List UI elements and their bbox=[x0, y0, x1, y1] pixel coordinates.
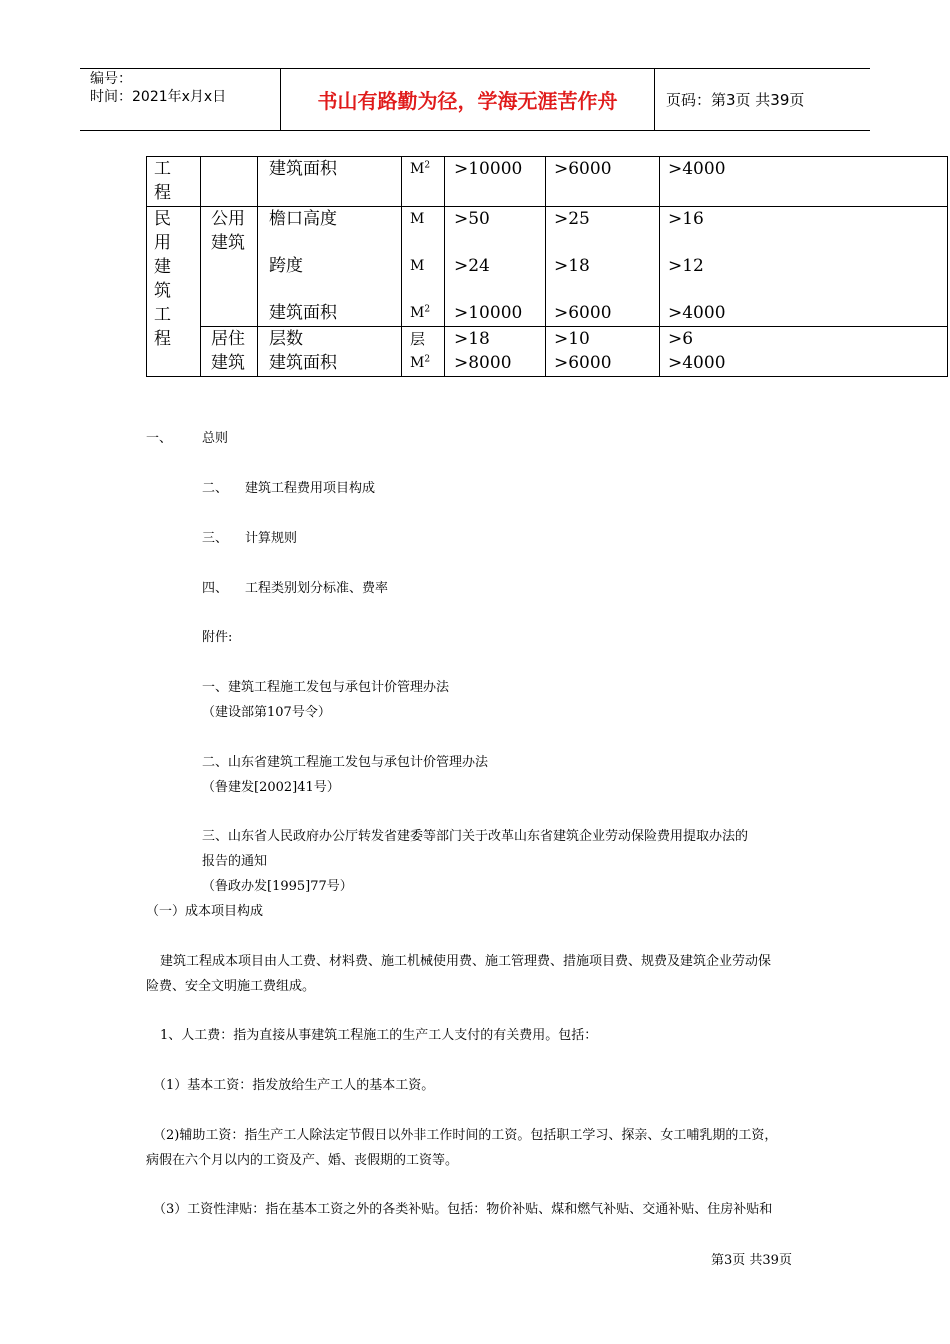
row3-v3-1: >6 bbox=[668, 329, 694, 349]
row2-unit-3: $M^2$ bbox=[410, 304, 431, 321]
toc-item-2: 建筑工程费用项目构成 bbox=[245, 481, 376, 496]
toc-num-3: 三、 bbox=[202, 531, 229, 546]
row2-unit-1: M bbox=[410, 211, 425, 227]
appendix-1-source: （建设部第107号令） bbox=[202, 705, 331, 720]
row1-unit: $M^2$ bbox=[410, 160, 431, 177]
toc-item-3: 计算规则 bbox=[245, 531, 298, 546]
row1-group: 工 程 bbox=[154, 159, 171, 203]
row2-v1-1: >50 bbox=[454, 209, 490, 229]
row3-item-1: 层数 bbox=[269, 329, 303, 349]
appendix-3: 三、山东省人民政府办公厅转发省建委等部门关于改革山东省建筑企业劳动保险费用提取办法的 bbox=[202, 829, 749, 844]
row2-v3-2: >12 bbox=[668, 256, 704, 276]
appendix-2-source: （鲁建发[2002]41号） bbox=[202, 780, 340, 795]
motto: 书山有路勤为径，学海无涯苦作舟 bbox=[281, 69, 655, 130]
para-4-line-1: （2)辅助工资：指生产工人除法定节假日以外非工作时间的工资。包括职工学习、探亲、女工哺乳期的工资， bbox=[153, 1128, 778, 1143]
row3-v3-2: >4000 bbox=[668, 353, 726, 373]
para-1-line-2: 险费、安全文明施工费组成。 bbox=[146, 979, 316, 994]
row3-item-2: 建筑面积 bbox=[269, 353, 337, 373]
row3-v1-2: >8000 bbox=[454, 353, 512, 373]
appendix-label: 附件: bbox=[202, 630, 233, 645]
row2-v2-1: >25 bbox=[554, 209, 590, 229]
row3-sub: 居住 建筑 bbox=[211, 329, 245, 373]
row1-v1: >10000 bbox=[454, 159, 523, 179]
row2-v1-3: >10000 bbox=[454, 303, 523, 323]
row3-v2-2: >6000 bbox=[554, 353, 612, 373]
appendix-3-cont: 报告的通知 bbox=[202, 854, 268, 869]
row2-v3-1: >16 bbox=[668, 209, 704, 229]
row3-v1-1: >18 bbox=[454, 329, 490, 349]
number-label: 编号： bbox=[90, 71, 132, 87]
classification-table bbox=[146, 156, 948, 377]
row2-unit-2: M bbox=[410, 258, 425, 274]
row2-v3-3: >4000 bbox=[668, 303, 726, 323]
row2-v1-2: >24 bbox=[454, 256, 490, 276]
time-label: 时间：2021年x月x日 bbox=[90, 89, 227, 105]
row2-item-1: 檐口高度 bbox=[269, 209, 337, 229]
para-2: 1、人工费：指为直接从事建筑工程施工的生产工人支付的有关费用。包括： bbox=[160, 1028, 598, 1043]
toc-item-4: 工程类别划分标准、费率 bbox=[245, 581, 389, 596]
toc-num-4: 四、 bbox=[202, 581, 229, 596]
para-3: （1）基本工资：指发放给生产工人的基本工资。 bbox=[153, 1078, 435, 1093]
page-label: 页码：第3页 共39页 bbox=[666, 91, 805, 109]
toc-num-1: 一、 bbox=[146, 431, 173, 446]
row2-v2-3: >6000 bbox=[554, 303, 612, 323]
row2-v2-2: >18 bbox=[554, 256, 590, 276]
section-heading: （一）成本项目构成 bbox=[146, 904, 264, 919]
row1-v2: >6000 bbox=[554, 159, 612, 179]
row2-sub: 公用 建筑 bbox=[211, 209, 245, 253]
header-meta bbox=[80, 69, 281, 130]
para-4-line-2: 病假在六个月以内的工资及产、婚、丧假期的工资等。 bbox=[146, 1153, 459, 1168]
appendix-2: 二、山东省建筑工程施工发包与承包计价管理办法 bbox=[202, 755, 489, 770]
page-footer: 第3页 共39页 bbox=[711, 1253, 792, 1268]
toc-item-1: 总则 bbox=[202, 431, 229, 446]
para-5: （3）工资性津贴：指在基本工资之外的各类补贴。包括：物价补贴、煤和燃气补贴、交通补贴、住房补贴和 bbox=[153, 1202, 773, 1217]
row3-unit-2: $M^2$ bbox=[410, 354, 431, 371]
row1-v3: >4000 bbox=[668, 159, 726, 179]
row2-item-3: 建筑面积 bbox=[269, 303, 337, 323]
para-1-line-1: 建筑工程成本项目由人工费、材料费、施工机械使用费、施工管理费、措施项目费、规费及建筑企业劳动保 bbox=[160, 954, 772, 969]
appendix-3-source: （鲁政办发[1995]77号） bbox=[202, 879, 353, 894]
row3-v2-1: >10 bbox=[554, 329, 590, 349]
row1-item: 建筑面积 bbox=[269, 159, 337, 179]
row2-group: 民 用 建 筑 工 程 bbox=[154, 209, 171, 349]
appendix-1: 一、建筑工程施工发包与承包计价管理办法 bbox=[202, 680, 450, 695]
row3-unit-1: 层 bbox=[410, 330, 426, 348]
page-header bbox=[80, 68, 870, 131]
toc-num-2: 二、 bbox=[202, 481, 229, 496]
row2-item-2: 跨度 bbox=[269, 256, 303, 276]
